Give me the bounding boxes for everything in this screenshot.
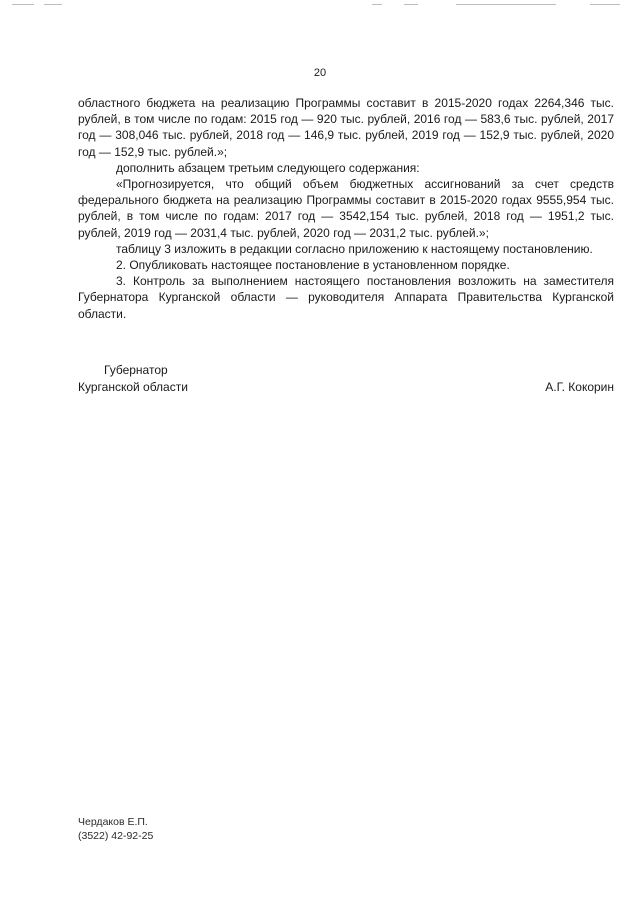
signatory-name: А.Г. Кокорин <box>545 379 614 394</box>
scan-mark <box>44 4 62 5</box>
executor-name: Чердаков Е.П. <box>78 816 148 828</box>
document-body <box>78 95 614 322</box>
scan-mark <box>590 4 620 5</box>
paragraph-publish: 2. Опубликовать настоящее постановление в установленном порядке. <box>116 258 510 273</box>
paragraph-regional-budget: областного бюджета на реализацию Программы составит в 2015-2020 годах 2264,346 тыс. рублей, в том числе по годам: 2015 год — 920 тыс. рублей, 2016 год — 583,6 тыс. рублей, 2017 год — 308,046 тыс. рублей, 2018 год — 146,9 тыс. рублей, 2019 год — 152,9 тыс. рублей, 2020 год — 152,9 тыс. рублей.»; <box>78 96 614 159</box>
executor-footer <box>78 815 153 843</box>
paragraph-control: 3. Контроль за выполнением настоящего постановления возложить на заместителя Губернатора Курганской области — руководителя Аппарата Правительства Курганской области. <box>78 274 614 321</box>
scan-mark <box>12 4 34 5</box>
scan-artifacts <box>0 4 640 8</box>
scan-mark <box>456 4 556 5</box>
scan-mark <box>372 4 382 5</box>
paragraph-federal-budget: «Прогнозируется, что общий объем бюджетных ассигнований за счет средств федерального бюджета на реализацию Программы составит в 2015-2020 годах 9555,954 тыс. рублей, в том числе по годам: 2017 год — 3542,154 тыс. рублей, 2018 год — 1951,2 тыс. рублей, 2019 год — 2031,4 тыс. рублей, 2020 год — 2031,2 тыс. рублей.»; <box>78 177 614 240</box>
executor-phone: (3522) 42-92-25 <box>78 830 154 842</box>
paragraph-table-3: таблицу 3 изложить в редакции согласно приложению к настоящему постановлению. <box>116 241 593 256</box>
signatory-title: Губернатор <box>104 363 168 377</box>
scan-mark <box>404 4 418 5</box>
signatory-region: Курганской области <box>78 379 188 394</box>
page-number: 20 <box>313 67 327 79</box>
paragraph-add-third-clause: дополнить абзацем третьим следующего содержания: <box>116 160 420 175</box>
